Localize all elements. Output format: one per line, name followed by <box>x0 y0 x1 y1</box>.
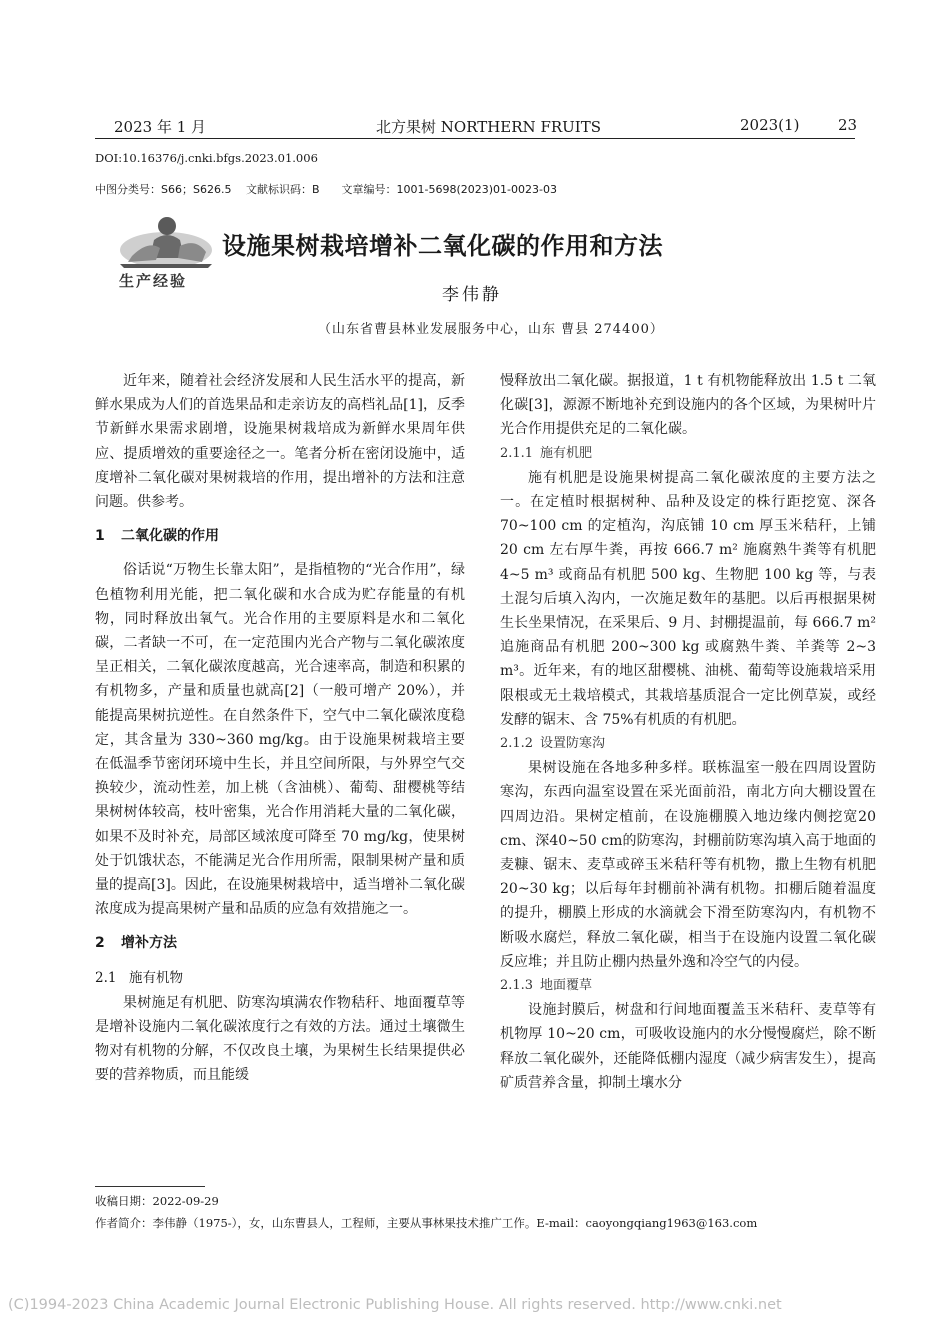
journal-name: 北方果树 NORTHERN FRUITS <box>376 118 601 136</box>
subsection-number: 2.1 <box>95 969 117 986</box>
classification-line: 中图分类号：S66；S626.5 文献标识码：B 文章编号：1001-5698(2023)01-0023-03 <box>95 183 557 196</box>
subsection-2-1-2-body: 果树设施在各地多种多样。联栋温室一般在四周设置防寒沟，东西向温室设置在采光面前沿，南北方向大棚设置在四周边沿。果树定植前，在设施棚膜入地边缘内侧挖宽20 cm、深40~50 cm的防寒沟，封棚前防寒沟填入高于地面的麦糠、锯末、麦草或碎玉米秸秆等有机物，撒上生物有机肥20~30 kg；以后每年封棚前补满有机物。扣棚后随着温度的提升，棚膜上形成的水滴就会下滑至防寒沟内，有机物不断吸水腐烂，释放二氧化碳，相当于在设施内设置二氧化碳反应堆；并且防止棚内热量外逸和冷空气的内侵。 <box>500 760 876 970</box>
subsection-2-1-3-body: 设施封膜后，树盘和行间地面覆盖玉米秸秆、麦草等有机物厚 10~20 cm，可吸收设施内的水分慢慢腐烂，除不断释放二氧化碳外，还能降低棚内湿度（减少病害发生），提高矿质营养含量，抑制土壤水分 <box>500 1002 876 1091</box>
subsection-title: 施有机肥 <box>540 445 593 461</box>
received-date: 收稿日期：2022-09-29 <box>95 1194 219 1208</box>
subsection-number: 2.1.1 <box>500 445 534 461</box>
subsection-number: 2.1.2 <box>500 736 534 752</box>
right-column <box>500 369 876 1095</box>
subsection-heading-2-1-2 <box>500 732 876 756</box>
subsection-heading-2-1-1 <box>500 442 876 466</box>
header-date: 2023 年 1 月 <box>114 118 207 136</box>
subsection-heading-2-1-3 <box>500 974 876 998</box>
subsection-title: 施有机物 <box>129 969 183 986</box>
section-heading-1 <box>95 524 465 548</box>
copyright-footer: (C)1994-2023 China Academic Journal Electronic Publishing House. All rights reserved. http://www.cnki.net <box>8 1297 782 1313</box>
subsection-number: 2.1.3 <box>500 978 534 994</box>
section-1-body: 俗话说“万物生长靠太阳”，是指植物的“光合作用”，绿色植物利用光能，把二氧化碳和水合成为贮存能量的有机物，同时释放出氧气。光合作用的主要原料是水和二氧化碳，二者缺一不可，在一定范围内光合产物与二氧化碳浓度呈正相关，二氧化碳浓度越高，光合速率高，制造和积累的有机物多，产量和质量也就高[2]（一般可增产 20%），并能提高果树抗逆性。在自然条件下，空气中二氧化碳浓度稳定，其含量为 330~360 mg/kg。由于设施果树栽培主要在低温季节密闭环境中生长，并且空间所限，与外界空气交换较少，流动性差，加上桃（含油桃）、葡萄、甜樱桃等结果树树体较高，枝叶密集，光合作用消耗大量的二氧化碳，如果不及时补充，局部区域浓度可降至 70 mg/kg，使果树处于饥饿状态，不能满足光合作用所需，限制果树产量和质量的提高[3]。因此，在设施果树栽培中，适当增补二氧化碳浓度成为提高果树产量和品质的应急有效措施之一。 <box>95 562 465 918</box>
subsection-2-1-1-body: 施有机肥是设施果树提高二氧化碳浓度的主要方法之一。在定植时根据树种、品种及设定的株行距挖宽、深各 70~100 cm 的定植沟，沟底铺 10 cm 厚玉米秸秆，上铺 20 cm 左右厚牛粪，再按 666.7 m² 施腐熟牛粪等有机肥 4~5 m³ 或商品有机肥 500 kg、生物肥 100 kg 等，与表土混匀后填入沟内，一次施足数年的基肥。以后再根据果树生长坐果情况，在采果后、9 月、封棚提温前，每 666.7 m² 追施商品有机肥 200~300 kg 或腐熟牛粪、羊粪等 2~3 m³。近年来，有的地区甜樱桃、油桃、葡萄等设施栽培采用限根或无土栽培模式，其栽培基质混合一定比例草炭，或经发酵的锯末、含 75%有机质的有机肥。 <box>500 469 876 728</box>
section-title: 二氧化碳的作用 <box>121 528 219 545</box>
column-tag: 生产经验 <box>119 272 188 290</box>
affiliation: （山东省曹县林业发展服务中心，山东 曹县 274400） <box>318 322 664 337</box>
section-heading-2 <box>95 931 465 955</box>
author-name: 李伟静 <box>442 285 502 305</box>
left-column <box>95 369 465 1088</box>
subsection-heading-2-1 <box>95 966 465 990</box>
section-number: 1 <box>95 528 105 545</box>
subsection-2-1-body: 果树施足有机肥、防寒沟填满农作物秸秆、地面覆草等是增补设施内二氧化碳浓度行之有效的方法。通过土壤微生物对有机物的分解，不仅改良土壤，为果树生长结果提供必要的营养物质，而且能缓 <box>95 994 465 1084</box>
subsection-title: 设置防寒沟 <box>540 736 606 752</box>
issue-number: 2023(1) <box>740 116 800 134</box>
author-bio: 作者简介：李伟静（1975-），女，山东曹县人，工程师，主要从事林果技术推广工作。E-mail：caoyongqiang1963@163.com <box>95 1216 758 1230</box>
continued-paragraph: 慢释放出二氧化碳。据报道，1 t 有机物能释放出 1.5 t 二氧化碳[3]，源源不断地补充到设施内的各个区域，为果树叶片光合作用提供充足的二氧化碳。 <box>500 373 876 438</box>
article-title: 设施果树栽培增补二氧化碳的作用和方法 <box>222 232 663 260</box>
header-rule <box>95 138 855 139</box>
subsection-title: 地面覆草 <box>540 978 593 994</box>
doi: DOI:10.16376/j.cnki.bfgs.2023.01.006 <box>95 151 318 165</box>
section-title: 增补方法 <box>121 935 177 952</box>
page-number: 23 <box>838 116 858 134</box>
footnote-rule <box>95 1186 205 1187</box>
section-number: 2 <box>95 935 105 952</box>
intro-paragraph: 近年来，随着社会经济发展和人民生活水平的提高，新鲜水果成为人们的首选果品和走亲访友的高档礼品[1]，反季节新鲜水果需求剧增，设施果树栽培成为新鲜水果周年供应、提质增效的重要途径之一。笔者分析在密闭设施中，适度增补二氧化碳对果树栽培的作用，提出增补的方法和注意问题。供参考。 <box>95 373 465 511</box>
